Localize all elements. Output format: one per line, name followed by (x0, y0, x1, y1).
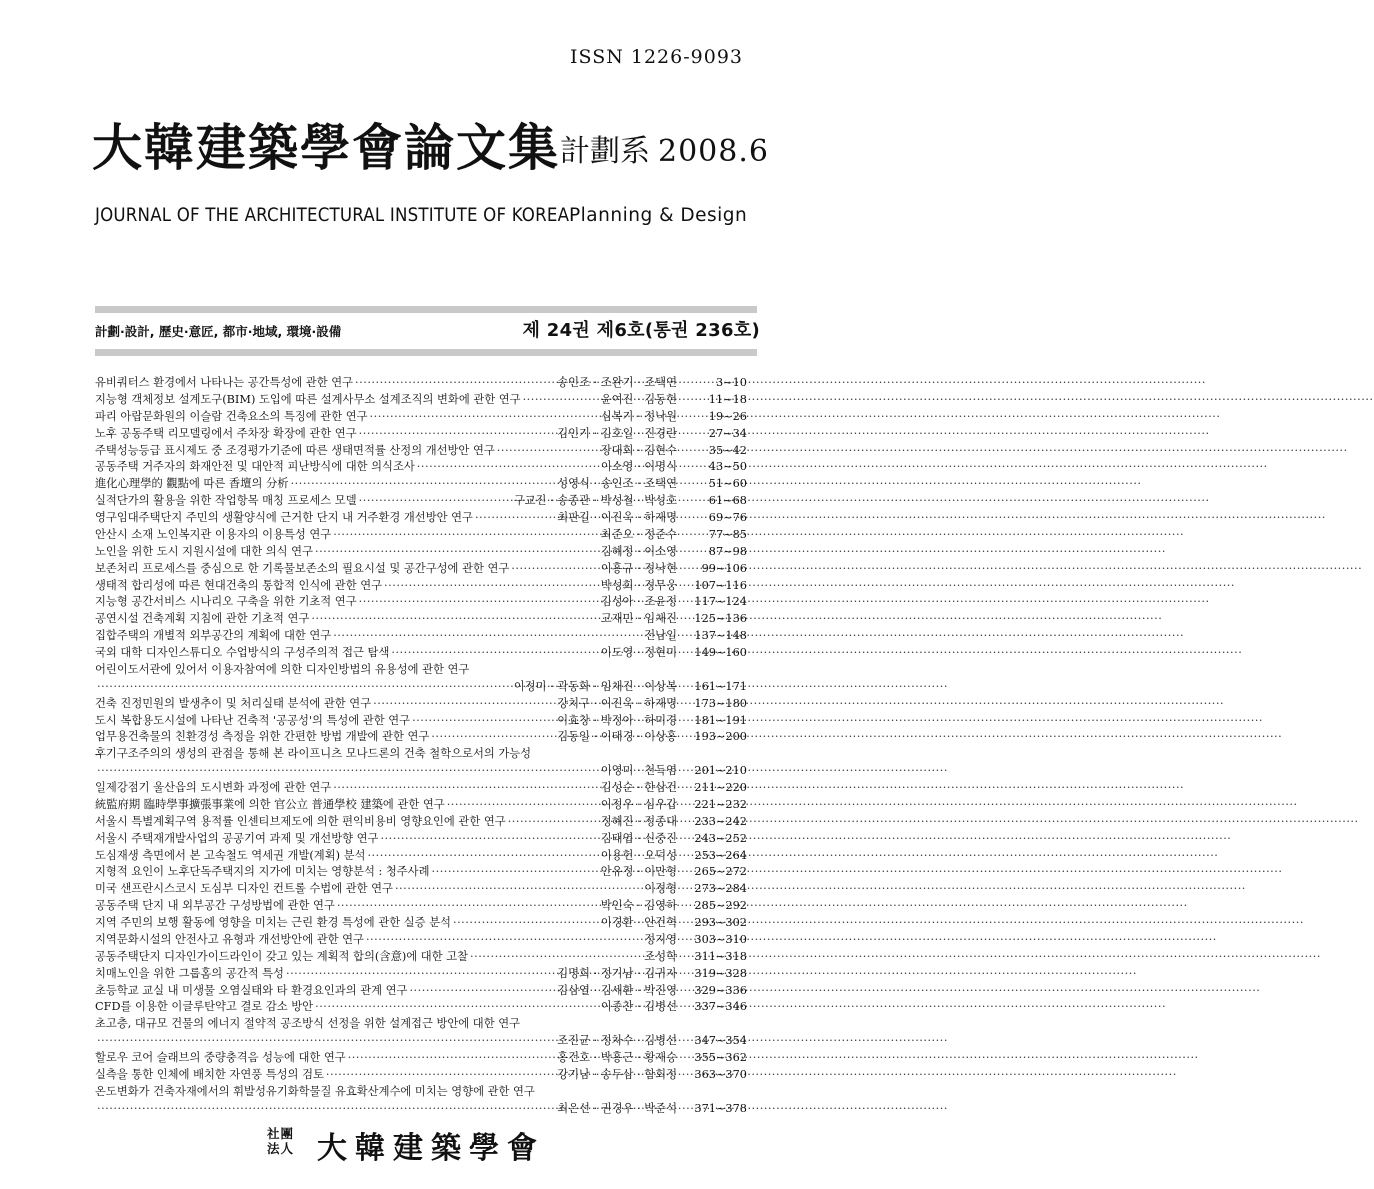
toc-title: 지역 주민의 보행 활동에 영향을 미치는 근린 환경 특성에 관한 실증 분석 (95, 916, 451, 929)
toc-title: 보존처리 프로세스를 중심으로 한 기록물보존소의 필요시설 및 공간구성에 관한 연구 (95, 561, 510, 575)
toc-authors: 정혜진 · 정종대 (600, 814, 677, 828)
toc-leader-dots (417, 459, 599, 476)
toc-entry (95, 696, 747, 713)
toc-entry (95, 915, 747, 932)
toc-leader-dots (431, 729, 555, 746)
toc-leader-dots (97, 763, 599, 780)
toc-entry (95, 459, 747, 476)
toc-title: 지역문화시설의 안전사고 유형과 개선방안에 관한 연구 (95, 932, 364, 946)
toc-leader-dots (412, 713, 555, 730)
toc-leader-dots (315, 999, 599, 1016)
toc-pages: 355~362 (694, 1051, 747, 1064)
toc-authors: 이정우 · 심우갑 (600, 797, 677, 811)
toc-title: 유비쿼터스 환경에서 나타나는 공간특성에 관한 연구 (95, 376, 354, 389)
toc-pages: 181~191 (694, 713, 747, 727)
toc-authors: 안유정 · 이만형 (600, 865, 677, 879)
toc-pages: 243~252 (694, 831, 747, 845)
toc-title: 파리 아랍문화원의 이슬람 건축요소의 특징에 관한 연구 (95, 409, 368, 423)
toc-pages: 265~272 (694, 865, 747, 879)
toc-entry (95, 628, 747, 645)
toc-pages: 303~310 (694, 932, 747, 946)
toc-entry (95, 814, 747, 831)
toc-entry (95, 662, 747, 696)
toc-authors: 이경환 · 안건혁 (600, 916, 677, 929)
toc-authors: 송인조 · 조완기 · 조택연 (557, 376, 677, 389)
toc-authors: 김성아 · 조윤정 (600, 595, 677, 609)
toc-authors: 고재민 · 임채진 (600, 612, 677, 626)
toc-leader-dots (380, 831, 598, 848)
toc-entry (95, 1050, 747, 1067)
toc-title: 미국 샌프란시스코시 도심부 디자인 컨트롤 수법에 관한 연구 (95, 882, 393, 896)
toc-pages: 193~200 (694, 730, 747, 744)
toc-title: 후기구조주의의 생성의 관점을 통해 본 라이프니츠 모나드론의 건축 철학으로서의 가능성 (95, 747, 532, 761)
toc-authors: 이홍규 · 정낙현 (600, 561, 677, 575)
toc-authors: 윤여진 · 김동현 (600, 392, 677, 406)
toc-authors: 김성순 · 한삼건 (600, 781, 677, 794)
toc-title: 집합주택의 개별적 외부공간의 계획에 대한 연구 (95, 629, 332, 643)
toc-authors: 홍건호 · 박홍근 · 황재승 (557, 1051, 677, 1064)
toc-entry (95, 476, 747, 493)
toc-entry (95, 578, 747, 595)
toc-entry (95, 932, 747, 949)
toc-authors: 이용헌 · 오덕성 (600, 848, 677, 862)
toc-authors: 김인기 · 김호일 · 진경란 (557, 426, 677, 440)
toc-title: 실측을 통한 인체에 배치한 자연풍 특성의 검토 (95, 1067, 324, 1081)
toc-pages: 221~232 (694, 797, 747, 811)
publisher-type: 社團法人 (267, 1126, 295, 1156)
toc-entry (95, 510, 747, 527)
journal-title-main: 大韓建築學會論文集 (92, 118, 560, 177)
toc-entry (95, 746, 747, 780)
toc-leader-dots (286, 966, 555, 983)
publisher-name: 大韓建築學會 (317, 1131, 545, 1166)
toc-pages: 107~116 (694, 578, 747, 592)
toc-entry (95, 780, 747, 797)
toc-authors: 이효창 · 박정아 · 하미경 (557, 713, 677, 727)
toc-authors: 강기남 · 송두삼 · 함회정 (557, 1067, 677, 1081)
toc-authors: 장대회 · 김현수 (600, 443, 677, 457)
toc-title: 서울시 주택재개발사업의 공공기여 과제 및 개선방향 연구 (95, 831, 379, 845)
toc-leader-dots (508, 814, 599, 831)
toc-leader-dots (432, 864, 599, 881)
toc-title: 치매노인을 위한 그룹홈의 공간적 특성 (95, 966, 284, 980)
toc-title: 도시 복합용도시설에 나타난 건축적 '공공성'의 특성에 관한 연구 (95, 713, 411, 727)
toc-authors: 이정미 · 곽동화 · 임채진 · 이상복 (513, 679, 677, 693)
toc-authors: 전남일 (644, 629, 677, 643)
toc-leader-dots (315, 544, 599, 561)
toc-authors: 강치구 · 이진욱 · 하재명 (557, 696, 677, 710)
toc-leader-dots (523, 392, 599, 409)
toc-entry (95, 594, 747, 611)
toc-leader-dots (337, 898, 599, 915)
toc-authors: 김동일 · 이태경 · 이상홍 (557, 730, 677, 744)
toc-pages: 77~85 (708, 527, 747, 541)
toc-authors: 최판길 · 이진욱 · 하재명 (557, 511, 677, 524)
toc-entry (95, 881, 747, 898)
toc-authors: 이종찬 · 김병선 (600, 1000, 677, 1014)
toc-title: 어린이도서관에 있어서 이용자참여에 의한 디자인방법의 유용성에 관한 연구 (95, 662, 470, 676)
toc-authors: 이영미 · 천득염 (600, 764, 677, 778)
toc-authors: 최은선 · 권경우 · 박준석 (557, 1101, 677, 1115)
toc-pages: 35~42 (708, 443, 747, 457)
toc-leader-dots (359, 493, 512, 510)
toc-pages: 3~10 (715, 376, 747, 389)
toc-title: 할로우 코어 슬래브의 중량충격음 성능에 대한 연구 (95, 1051, 346, 1064)
toc-leader-dots (333, 780, 599, 797)
toc-authors: 심복기 · 정낙원 (600, 409, 677, 423)
toc-entry (95, 527, 747, 544)
toc-entry (95, 713, 747, 730)
toc-entry (95, 729, 747, 746)
toc-pages: 51~60 (708, 477, 747, 491)
toc-leader-dots (359, 426, 556, 443)
toc-pages: 233~242 (694, 814, 747, 828)
toc-leader-dots (97, 1101, 555, 1118)
toc-title: 업무용건축물의 친환경성 측정을 위한 간편한 방법 개발에 관한 연구 (95, 730, 430, 744)
toc-pages: 371~378 (694, 1101, 747, 1115)
toc-leader-dots (326, 1067, 555, 1084)
toc-pages: 137~148 (694, 629, 747, 643)
toc-title: 공연시설 건축계획 지침에 관한 기초적 연구 (95, 612, 310, 626)
toc-entry (95, 544, 747, 561)
toc-pages: 293~302 (694, 916, 747, 929)
toc-authors: 김혜정 · 이소영 (600, 544, 677, 558)
toc-title: 서울시 특별계획구역 용적률 인센티브제도에 의한 편익비용비 영향요인에 관한 연구 (95, 814, 506, 828)
toc-entry (95, 864, 747, 881)
toc-pages: 99~106 (701, 561, 747, 575)
toc-pages: 19~26 (708, 409, 747, 423)
toc-authors: 이도영 · 정현미 (600, 646, 677, 659)
toc-pages: 201~210 (694, 764, 747, 778)
toc-title: 생태적 합리성에 따른 현대건축의 통합적 인식에 관한 연구 (95, 578, 383, 592)
toc-entry (95, 409, 747, 426)
toc-authors: 이정형 (644, 882, 677, 896)
toc-title: 주택성능등급 표시제도 중 조경평가기준에 따른 생태면적률 산정의 개선방안 연구 (95, 443, 495, 457)
toc-title: 지능형 객체정보 설계도구(BIM) 도입에 따른 설계사무소 설계조직의 변화에 관한 연구 (95, 392, 521, 406)
toc-entry (95, 375, 747, 392)
toc-leader-dots (475, 510, 555, 527)
toc-title: 노후 공동주택 리모델링에서 주차장 확장에 관한 연구 (95, 426, 357, 440)
toc-leader-dots (511, 561, 598, 578)
toc-entry (95, 1084, 747, 1118)
journal-series-issue (560, 126, 769, 170)
toc-entry (95, 645, 747, 662)
fields-label: 計劃·設計, 歷史·意匠, 都市·地域, 環境·設備 (95, 324, 342, 339)
toc-pages: 337~346 (694, 1000, 747, 1014)
toc-pages: 285~292 (694, 899, 747, 913)
toc-authors: 조진균 · 정차수 · 김병선 (557, 1034, 677, 1048)
toc-title: 공동주택 거주자의 화재안전 및 대안적 피난방식에 대한 의식조사 (95, 460, 415, 474)
toc-leader-dots (409, 983, 555, 1000)
toc-leader-dots (395, 881, 642, 898)
toc-pages: 125~136 (694, 612, 747, 626)
toc-pages: 363~370 (694, 1067, 747, 1081)
toc-pages: 253~264 (694, 848, 747, 862)
toc-entry (95, 1067, 747, 1084)
toc-title: 초고층, 대규모 건물의 에너지 절약적 공조방식 선정을 위한 설계접근 방안에 대한 연구 (95, 1017, 521, 1031)
toc-leader-dots (470, 949, 642, 966)
toc-title: 進化心理學的 觀點에 따른 香壇의 分析 (95, 477, 289, 491)
toc-leader-dots (97, 1033, 555, 1050)
toc-entry (95, 848, 747, 865)
toc-leader-dots (348, 1050, 556, 1067)
toc-title: 도심재생 측면에서 본 고속철도 역세권 개발(계획) 분석 (95, 848, 366, 862)
toc-leader-dots (370, 409, 599, 426)
toc-authors: 박인숙 · 김영하 (600, 899, 677, 913)
toc-authors: 김명희 · 정기남 · 김귀자 (557, 966, 677, 980)
table-of-contents (95, 375, 747, 1118)
toc-entry (95, 983, 747, 1000)
toc-authors: 이소영 · 이명식 (600, 460, 677, 474)
toc-leader-dots (447, 797, 599, 814)
toc-leader-dots (373, 696, 555, 713)
toc-title: 건축 진정민원의 발생추이 및 처리실태 분석에 관한 연구 (95, 696, 372, 710)
toc-authors: 김태엽 · 신중진 (600, 831, 677, 845)
toc-pages: 347~354 (694, 1034, 747, 1048)
toc-pages: 11~18 (708, 392, 747, 406)
toc-pages: 329~336 (694, 983, 747, 997)
toc-entry (95, 949, 747, 966)
toc-leader-dots (391, 645, 598, 662)
toc-leader-dots (366, 932, 642, 949)
toc-leader-dots (97, 679, 512, 696)
publisher-footer (267, 1123, 597, 1166)
toc-title: 공동주택 단지 내 외부공간 구성방법에 관한 연구 (95, 899, 335, 913)
toc-authors: 성영식 · 송인조 · 조택연 (557, 477, 677, 491)
toc-entry (95, 966, 747, 983)
journal-title (92, 108, 772, 178)
toc-title: 지능형 공간서비스 시나리오 구축을 위한 기초적 연구 (95, 595, 357, 609)
toc-entry (95, 831, 747, 848)
toc-leader-dots (453, 915, 599, 932)
toc-title: 노인을 위한 도시 지원시설에 대한 의식 연구 (95, 544, 313, 558)
toc-entry (95, 493, 747, 510)
toc-authors: 박성희 · 정무웅 (600, 578, 677, 592)
toc-leader-dots (291, 476, 556, 493)
toc-title: 국외 대학 디자인스튜디오 수업방식의 구성주의적 접근 탐색 (95, 646, 390, 659)
toc-entry (95, 443, 747, 460)
toc-pages: 149~160 (694, 646, 747, 659)
toc-pages: 87~98 (708, 544, 747, 558)
toc-authors: 구교진 · 송종관 · 박성철 · 박성호 (513, 494, 677, 508)
band-bottom-rule (95, 349, 757, 356)
toc-title: 실적단가의 활용을 위한 작업항목 매칭 프로세스 모델 (95, 494, 357, 508)
toc-pages: 69~76 (708, 511, 747, 524)
toc-pages: 319~328 (694, 966, 747, 980)
toc-leader-dots (333, 527, 599, 544)
toc-leader-dots (367, 848, 598, 865)
toc-entry (95, 999, 747, 1016)
toc-entry (95, 797, 747, 814)
band-top-rule (95, 306, 757, 313)
toc-pages: 211~220 (694, 781, 747, 794)
toc-authors: 김삼열 · 김세환 · 박진영 (557, 983, 677, 997)
issn-label: ISSN 1226-9093 (570, 46, 743, 68)
toc-authors: 조성학 (644, 949, 677, 963)
journal-series: 計劃系 (560, 134, 650, 169)
toc-pages: 161~171 (694, 679, 747, 693)
toc-pages: 61~68 (708, 494, 747, 508)
toc-title: 초등학교 교실 내 미생물 오염실태와 타 환경요인과의 관계 연구 (95, 983, 408, 997)
toc-title: 안산시 소재 노인복지관 이용자의 이용특성 연구 (95, 527, 332, 541)
toc-pages: 273~284 (694, 882, 747, 896)
toc-authors: 최준오 · 정준수 (600, 527, 677, 541)
toc-leader-dots (359, 594, 599, 611)
toc-authors: 정지영 (644, 932, 677, 946)
toc-entry (95, 561, 747, 578)
toc-leader-dots (497, 443, 599, 460)
toc-pages: 311~318 (694, 949, 747, 963)
toc-title: 지형적 요인이 노후단독주택지의 지가에 미치는 영향분석 : 청주사례 (95, 865, 430, 879)
toc-title: 일제강점기 울산읍의 도시변화 과정에 관한 연구 (95, 781, 332, 794)
toc-leader-dots (355, 375, 555, 392)
toc-pages: 117~124 (694, 595, 747, 609)
toc-pages: 43~50 (708, 460, 747, 474)
toc-entry (95, 611, 747, 628)
toc-leader-dots (311, 611, 598, 628)
journal-subtitle: Planning & Design (569, 205, 748, 226)
toc-entry (95, 426, 747, 443)
toc-pages: 27~34 (708, 426, 747, 440)
journal-issue: 2008.6 (658, 134, 769, 169)
toc-title: CFD를 이용한 이글루탄약고 결로 감소 방안 (95, 1000, 314, 1014)
journal-english-title: JOURNAL OF THE ARCHITECTURAL INSTITUTE OF KOREA (95, 205, 570, 226)
toc-title: 統監府期 臨時學事擴張事業에 의한 官公立 普通學校 建築에 관한 연구 (95, 797, 445, 811)
toc-entry (95, 1016, 747, 1050)
toc-title: 영구임대주택단지 주민의 생활양식에 근거한 단지 내 거주환경 개선방안 연구 (95, 511, 473, 524)
toc-entry (95, 898, 747, 915)
toc-leader-dots (384, 578, 599, 595)
toc-title: 공동주택단지 디자인가이드라인이 갖고 있는 계획적 합의(含意)에 대한 고찰 (95, 949, 469, 963)
toc-title: 온도변화가 건축자재에서의 휘발성유기화학물질 유효확산계수에 미치는 영향에 관한 연구 (95, 1084, 535, 1098)
toc-leader-dots (333, 628, 642, 645)
toc-pages: 173~180 (694, 696, 747, 710)
toc-entry (95, 392, 747, 409)
volume-label: 제 24권 제6호(통권 236호) (522, 320, 760, 341)
